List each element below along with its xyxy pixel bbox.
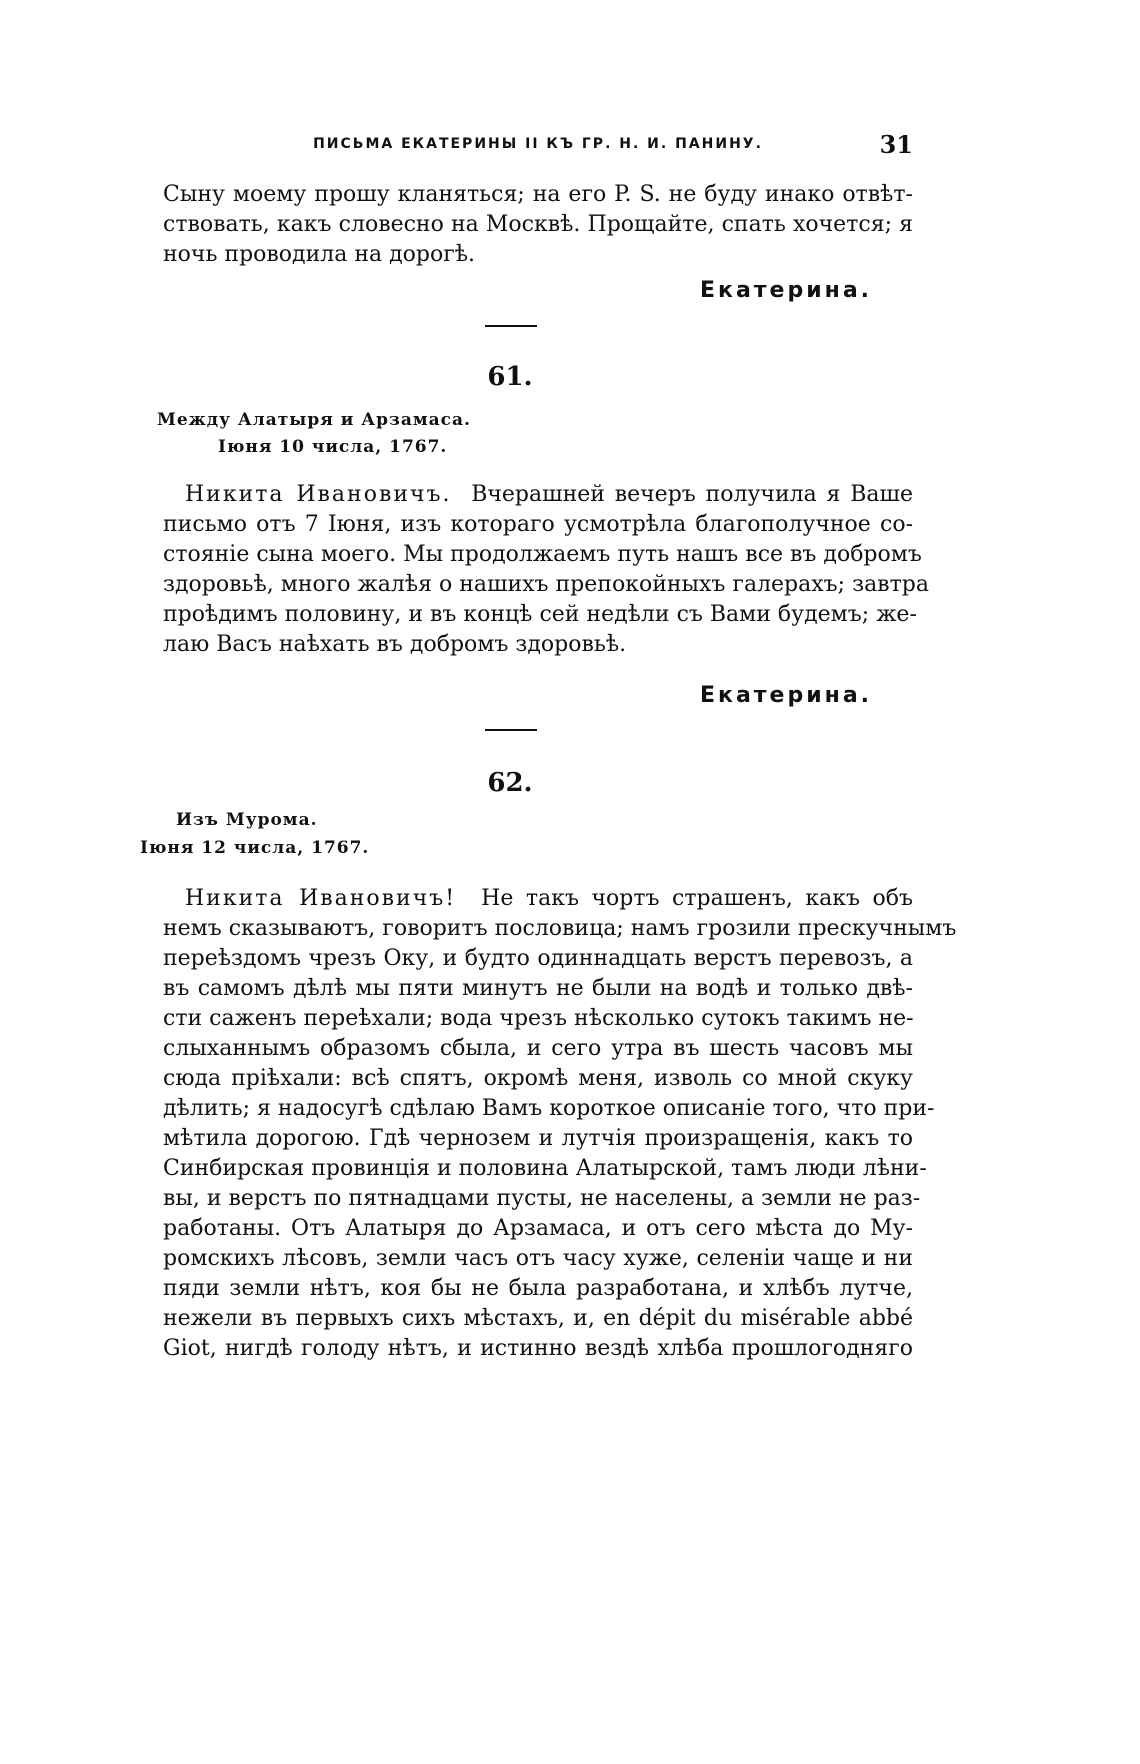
section-divider: [485, 325, 537, 327]
letter-date: Іюня 10 числа, 1767.: [218, 437, 448, 457]
salutation: Никита Ивановичъ.: [185, 482, 452, 507]
text-line: немъ сказываютъ, говоритъ пословица; намъ грозили прескучнымъ: [163, 916, 957, 941]
salutation: Никита Ивановичъ!: [185, 886, 457, 911]
text-line: мѣтила дорогою. Гдѣ чернозем и лутчія произращенія, какъ то: [163, 1126, 913, 1151]
text-line: Синбирская провинція и половина Алатырской, тамъ люди лѣни-: [163, 1156, 927, 1181]
text-line: въ самомъ дѣлѣ мы пяти минутъ не были на водѣ и только двѣ-: [163, 976, 913, 1001]
text-line: нежели въ первыхъ сихъ мѣстахъ, и, en dépit du misérable abbé: [163, 1306, 913, 1331]
text-line: ствовать, какъ словесно на Москвѣ. Прощайте, спать хочется; я: [163, 212, 913, 237]
text-line: Сыну моему прошу кланяться; на его P. S. не буду инако отвѣт-: [163, 182, 913, 207]
signature: Екатерина.: [700, 683, 873, 708]
letter-number: 62.: [487, 768, 533, 798]
letter-place: Изъ Мурома.: [176, 810, 318, 830]
section-divider: [485, 729, 537, 731]
text-line: Giot, нигдѣ голоду нѣтъ, и истинно вездѣ хлѣба прошлогодняго: [163, 1336, 913, 1361]
text-line: здоровьѣ, много жалѣя о нашихъ препокойныхъ галерахъ; завтра: [163, 572, 929, 597]
text-line: вы, и верстъ по пятнадцами пусты, не населены, а земли не раз-: [163, 1186, 921, 1211]
text-line: проѣдимъ половину, и въ концѣ сей недѣли съ Вами будемъ; же-: [163, 602, 917, 627]
text-line: сти саженъ переѣхали; вода чрезъ нѣсколько сутокъ такимъ не-: [163, 1006, 914, 1031]
letter-number: 61.: [487, 362, 533, 392]
text-line: стояніе сына моего. Мы продолжаемъ путь нашъ все въ добромъ: [163, 542, 922, 567]
page-number: 31: [879, 130, 913, 159]
text-line: лаю Васъ наѣхать въ добромъ здоровьѣ.: [163, 632, 627, 657]
signature: Екатерина.: [700, 278, 873, 303]
text-line-segment: Вчерашней вечеръ получила я Ваше: [471, 482, 913, 507]
running-title: ПИСЬМА ЕКАТЕРИНЫ II КЪ ГР. Н. И. ПАНИНУ.: [313, 136, 763, 152]
text-line-segment: Не такъ чортъ страшенъ, какъ объ: [481, 886, 913, 911]
page-header: [163, 130, 913, 160]
text-line: [163, 884, 913, 914]
text-line: пяди земли нѣтъ, коя бы не была разработана, и хлѣбъ лутче,: [163, 1276, 913, 1301]
text-line: ночь проводила на дорогѣ.: [163, 242, 476, 267]
continuation-text: [163, 180, 913, 270]
letter-62-body: [163, 884, 957, 1364]
letter-date: Іюня 12 числа, 1767.: [140, 838, 370, 858]
letter-61-body: [163, 480, 929, 660]
text-line: ромскихъ лѣсовъ, земли часъ отъ часу хуже, селеніи чаще и ни: [163, 1246, 913, 1271]
letter-place: Между Алатыря и Арзамаса.: [157, 410, 471, 430]
text-line: письмо отъ 7 Іюня, изъ котораго усмотрѣла благополучное со-: [163, 512, 913, 537]
text-line: дѣлить; я надосугѣ сдѣлаю Вамъ короткое описаніе того, что при-: [163, 1096, 935, 1121]
text-line: слыханнымъ образомъ сбыла, и сего утра въ шесть часовъ мы: [163, 1036, 913, 1061]
text-line: [163, 480, 913, 510]
text-line: работаны. Отъ Алатыря до Арзамаса, и отъ сего мѣста до Му-: [163, 1216, 913, 1241]
text-line: сюда пріѣхали: всѣ спятъ, окромѣ меня, изволь со мной скуку: [163, 1066, 913, 1091]
text-line: переѣздомъ чрезъ Оку, и будто одиннадцать верстъ перевозъ, а: [163, 946, 913, 971]
